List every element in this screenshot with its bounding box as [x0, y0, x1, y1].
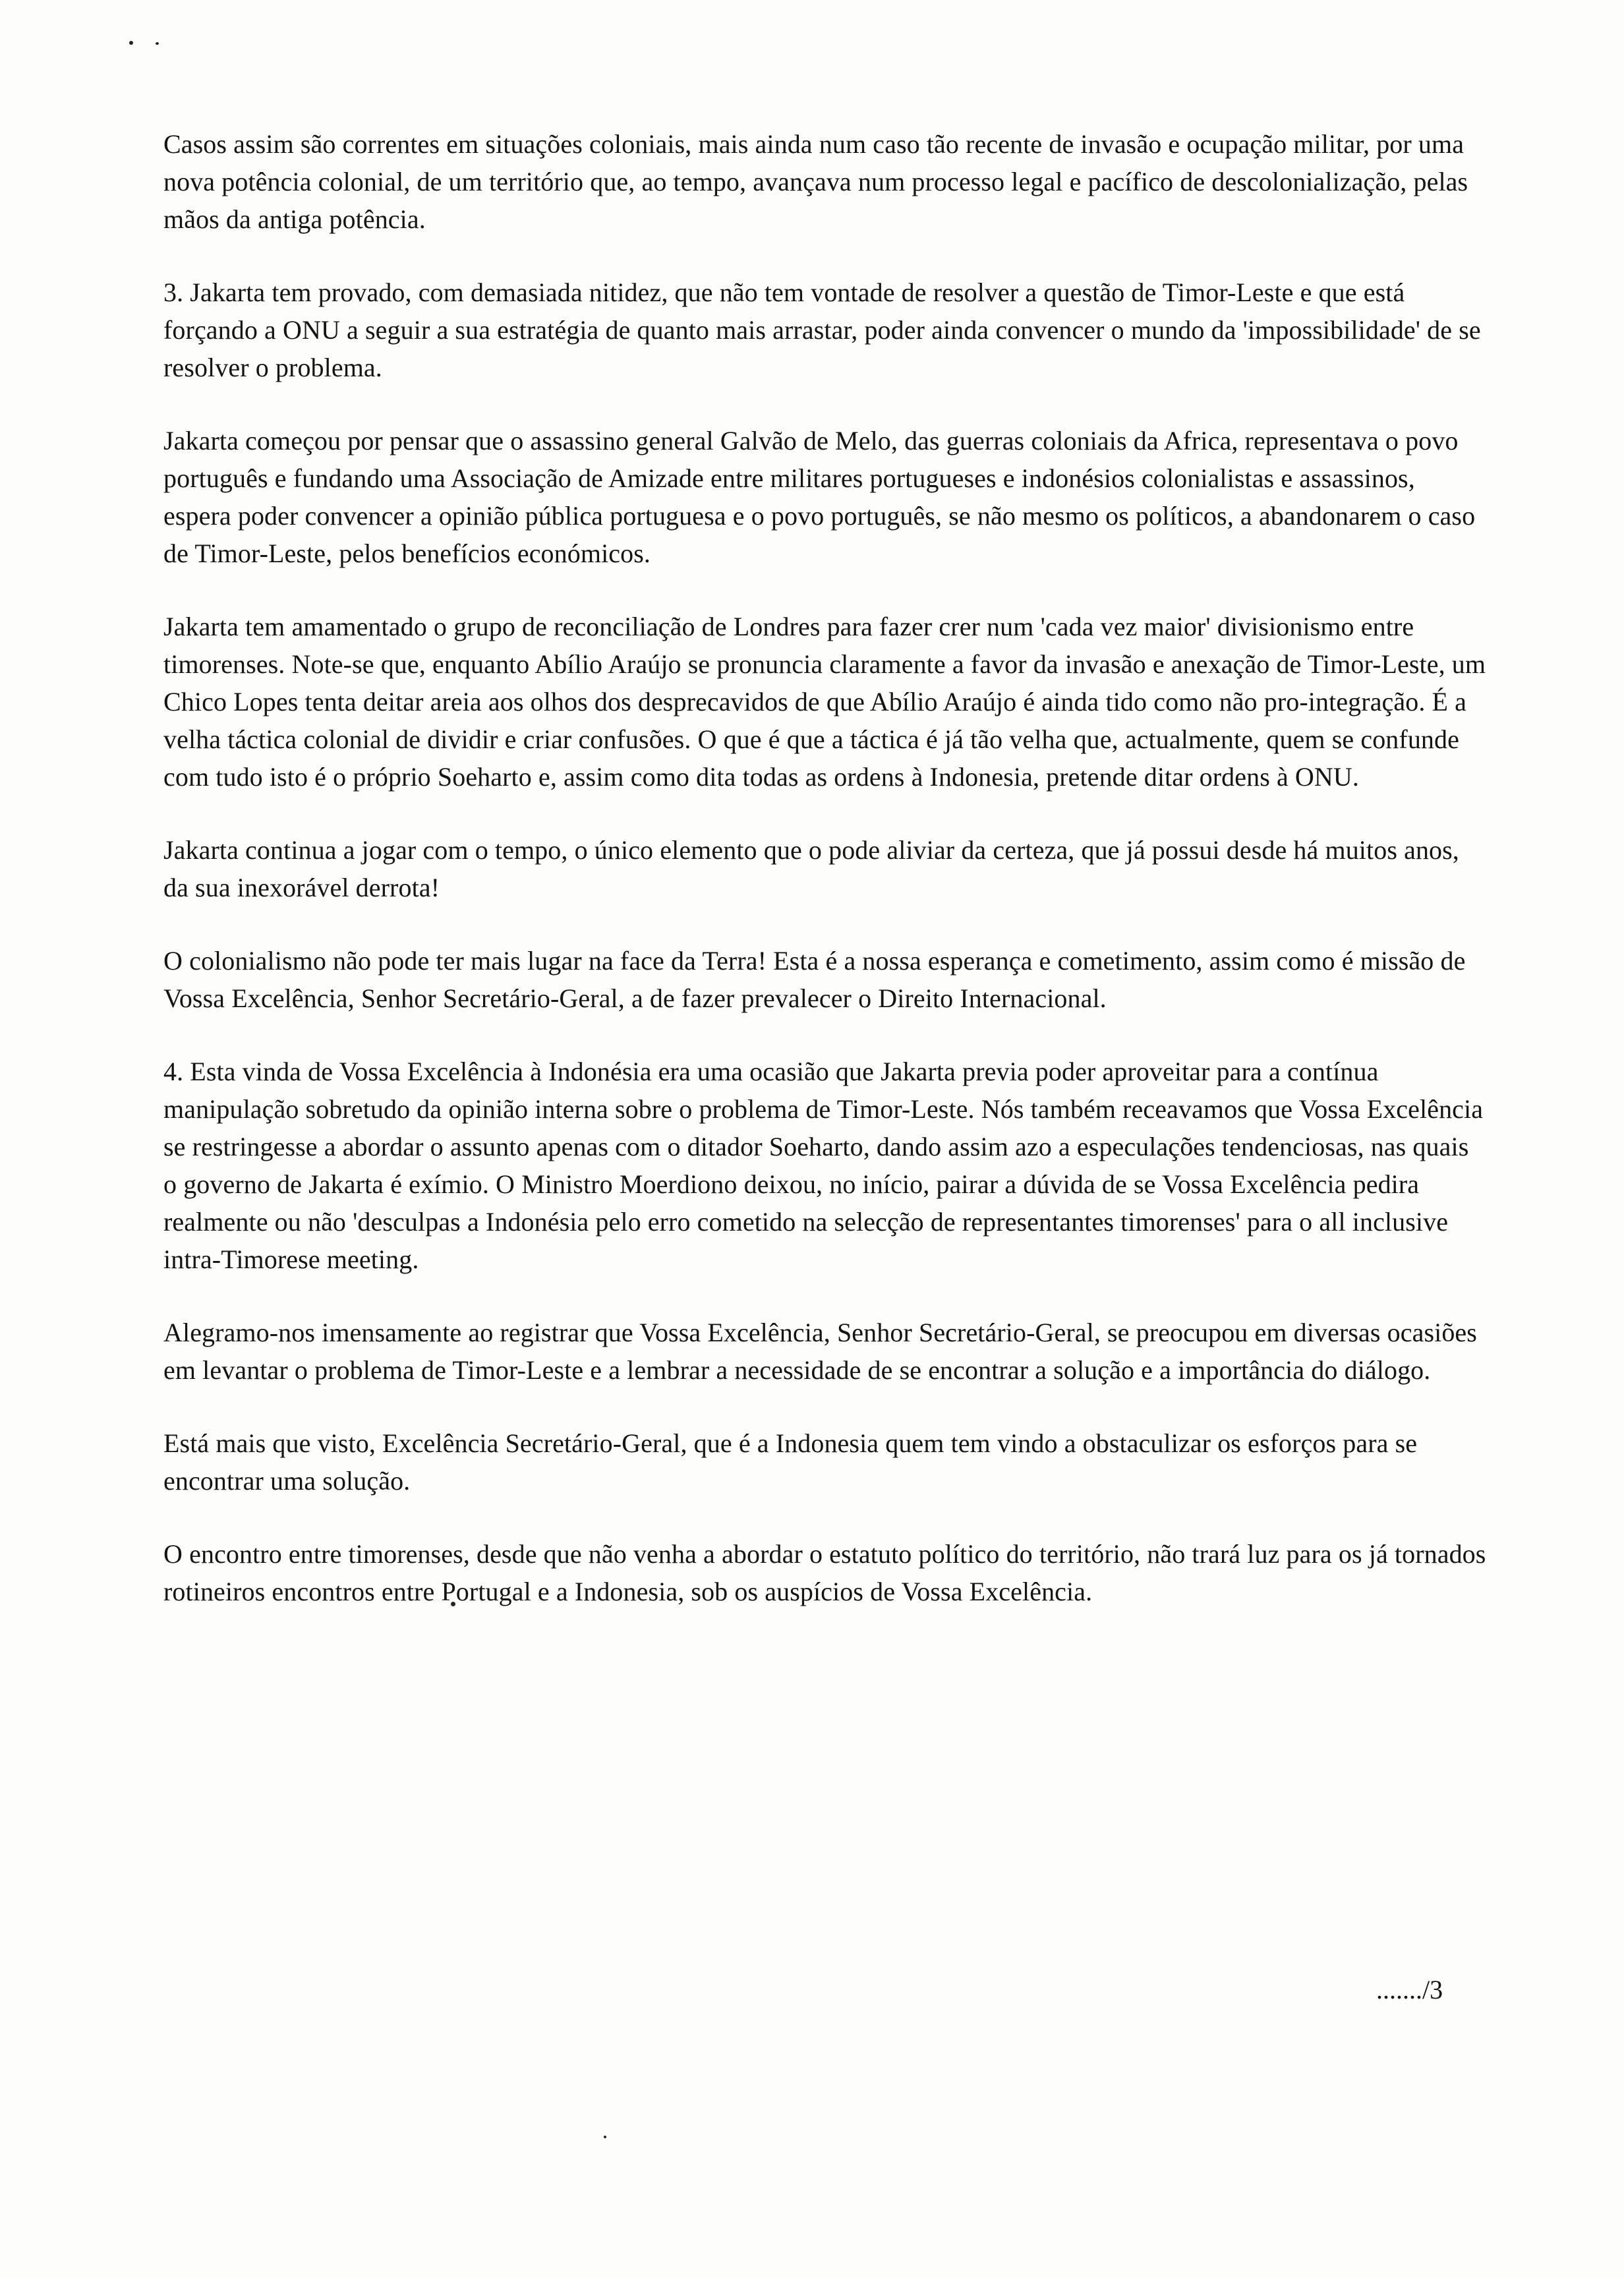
scan-speck	[129, 41, 133, 45]
paragraph: Jakarta começou por pensar que o assassino general Galvão de Melo, das guerras coloniais da Africa, representava o povo português e fundando uma Associação de Amizade entre militares portugueses e indonésios colonialistas e assassinos, espera poder convencer a opinião pública portuguesa e o povo português, se não mesmo os políticos, a abandonarem o caso de Timor-Leste, pelos benefícios económicos.	[163, 426, 1476, 568]
page-continuation-marker: ......./3	[1376, 1975, 1443, 2004]
letter-body	[163, 125, 1488, 1646]
scan-speck	[156, 42, 159, 45]
paragraph: Alegramo-nos imensamente ao registrar que Vossa Excelência, Senhor Secretário-Geral, se preocupou em diversas ocasiões em levantar o problema de Timor-Leste e a lembrar a necessidade de se encontrar a solução e a importância do diálogo.	[163, 1318, 1477, 1385]
scan-speck	[604, 2136, 606, 2138]
paragraph: O encontro entre timorenses, desde que não venha a abordar o estatuto político do território, não trará luz para os já tornados rotineiros encontros entre Portugal e a Indonesia, sob os auspícios de Vossa Excelência.	[163, 1539, 1486, 1606]
paragraph: Jakarta tem amamentado o grupo de reconciliação de Londres para fazer crer num 'cada vez maior' divisionismo entre timorenses. Note-se que, enquanto Abílio Araújo se pronuncia claramente a favor da invasão e anexação de Timor-Leste, um Chico Lopes tenta deitar areia aos olhos dos desprecavidos de que Abílio Araújo é ainda tido como não pro-integração. É a velha táctica colonial de dividir e criar confusões. O que é que a táctica é já tão velha que, actualmente, quem se confunde com tudo isto é o próprio Soeharto e, assim como dita todas as ordens à Indonesia, pretende ditar ordens à ONU.	[163, 612, 1486, 792]
paragraph: Está mais que visto, Excelência Secretário-Geral, que é a Indonesia quem tem vindo a obstaculizar os esforços para se encontrar uma solução.	[163, 1428, 1418, 1496]
paragraph: O colonialismo não pode ter mais lugar na face da Terra! Esta é a nossa esperança e cometimento, assim como é missão de Vossa Excelência, Senhor Secretário-Geral, a de fazer prevalecer o Direito Internacional.	[163, 946, 1466, 1013]
paragraph: Casos assim são correntes em situações coloniais, mais ainda num caso tão recente de invasão e ocupação militar, por uma nova potência colonial, de um território que, ao tempo, avançava num processo legal e pacífico de descolonialização, pelas mãos da antiga potência.	[163, 129, 1468, 234]
paragraph: 4. Esta vinda de Vossa Excelência à Indonésia era uma ocasião que Jakarta previa poder aproveitar para a contínua manipulação sobretudo da opinião interna sobre o problema de Timor-Leste. Nós também receavamos que Vossa Excelência se restringesse a abordar o assunto apenas com o ditador Soeharto, dando assim azo a especulações tendenciosas, nas quais o governo de Jakarta é exímio. O Ministro Moerdiono deixou, no início, pairar a dúvida de se Vossa Excelência pedira realmente ou não 'desculpas a Indonésia pelo erro cometido na selecção de representantes timorenses' para o all inclusive intra-Timorese meeting.	[163, 1057, 1484, 1274]
paragraph: 3. Jakarta tem provado, com demasiada nitidez, que não tem vontade de resolver a questão de Timor-Leste e que está forçando a ONU a seguir a sua estratégia de quanto mais arrastar, poder ainda convencer o mundo da 'impossibilidade' de se resolver o problema.	[163, 277, 1481, 382]
paragraph: Jakarta continua a jogar com o tempo, o único elemento que o pode aliviar da certeza, que já possui desde há muitos anos, da sua inexorável derrota!	[163, 835, 1459, 902]
